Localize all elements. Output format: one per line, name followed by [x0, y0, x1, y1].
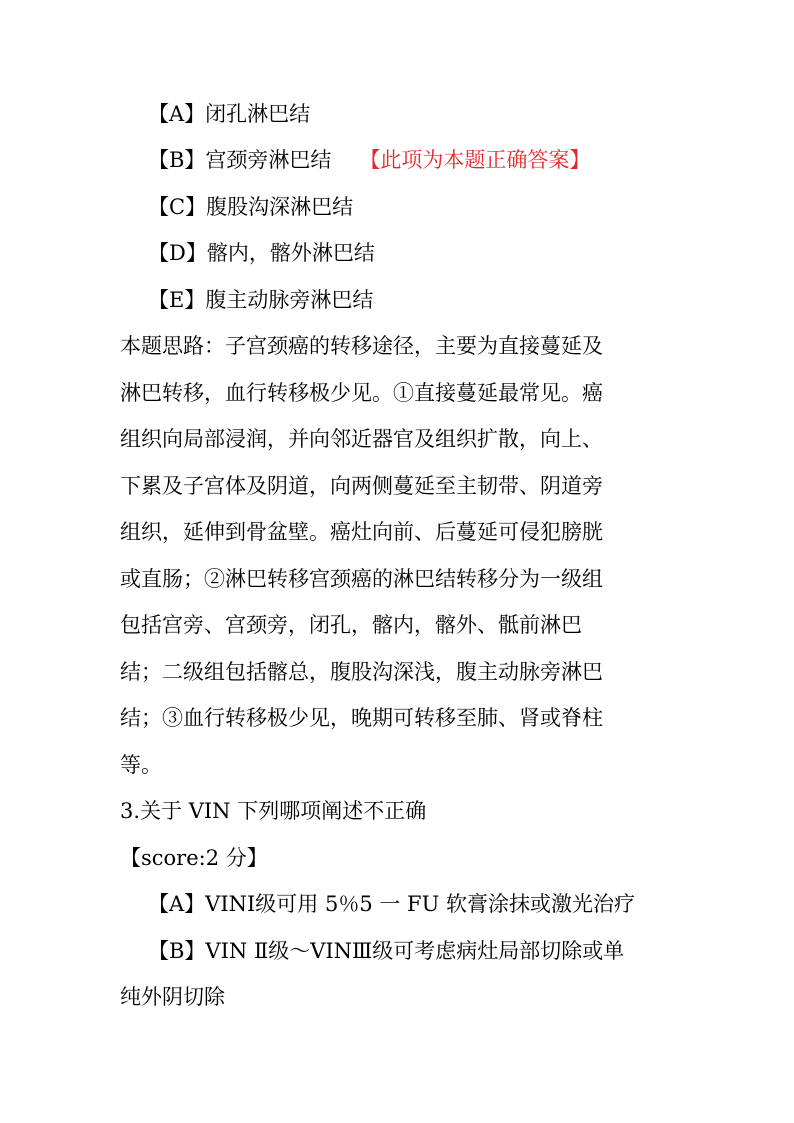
explanation-line: 组织向局部浸润，并向邻近器官及组织扩散，向上、: [120, 427, 603, 451]
option-b: [148, 146, 708, 174]
explanation-line: 结；二级组包括髂总，腹股沟深浅，腹主动脉旁淋巴: [120, 660, 603, 684]
explanation-line: 等。: [120, 753, 162, 777]
correct-answer-flag: 【此项为本题正确答案】: [359, 148, 591, 172]
explanation-line: 包括宫旁、宫颈旁，闭孔，髂内，髂外、骶前淋巴: [120, 613, 582, 637]
question-3-option-b: 【B】VIN Ⅱ级～VINⅢ级可考虑病灶局部切除或单: [148, 939, 625, 963]
option-a-text: 【A】闭孔淋巴结: [148, 102, 311, 126]
option-a: [148, 100, 708, 128]
explanation-line: 组织，延伸到骨盆壁。癌灶向前、后蔓延可侵犯膀胱: [120, 520, 603, 544]
option-d-text: 【D】髂内，髂外淋巴结: [148, 241, 375, 265]
option-d: [148, 239, 708, 267]
option-c-text: 【C】腹股沟深淋巴结: [148, 195, 354, 219]
question-3-title: 3.关于 VIN 下列哪项阐述不正确: [120, 799, 427, 823]
question-3-score: 【score:2 分】: [120, 846, 268, 870]
option-c: [148, 193, 708, 221]
explanation-line: 或直肠；②淋巴转移宫颈癌的淋巴结转移分为一级组: [120, 567, 603, 591]
explanation-line: 下累及子宫体及阴道，向两侧蔓延至主韧带、阴道旁: [120, 474, 603, 498]
option-b-text: 【B】宫颈旁淋巴结: [148, 148, 332, 172]
explanation-line: 结；③血行转移极少见，晚期可转移至肺、肾或脊柱: [120, 706, 603, 730]
question-3-option-b-continuation: 纯外阴切除: [120, 985, 225, 1009]
explanation-line: 本题思路：子宫颈癌的转移途径，主要为直接蔓延及: [120, 334, 603, 358]
option-e: [148, 286, 708, 314]
question-3-option-a: 【A】VINⅠ级可用 5％5 一 FU 软膏涂抹或激光治疗: [148, 892, 635, 916]
option-e-text: 【E】腹主动脉旁淋巴结: [148, 288, 374, 312]
explanation-line: 淋巴转移，血行转移极少见。①直接蔓延最常见。癌: [120, 381, 603, 405]
